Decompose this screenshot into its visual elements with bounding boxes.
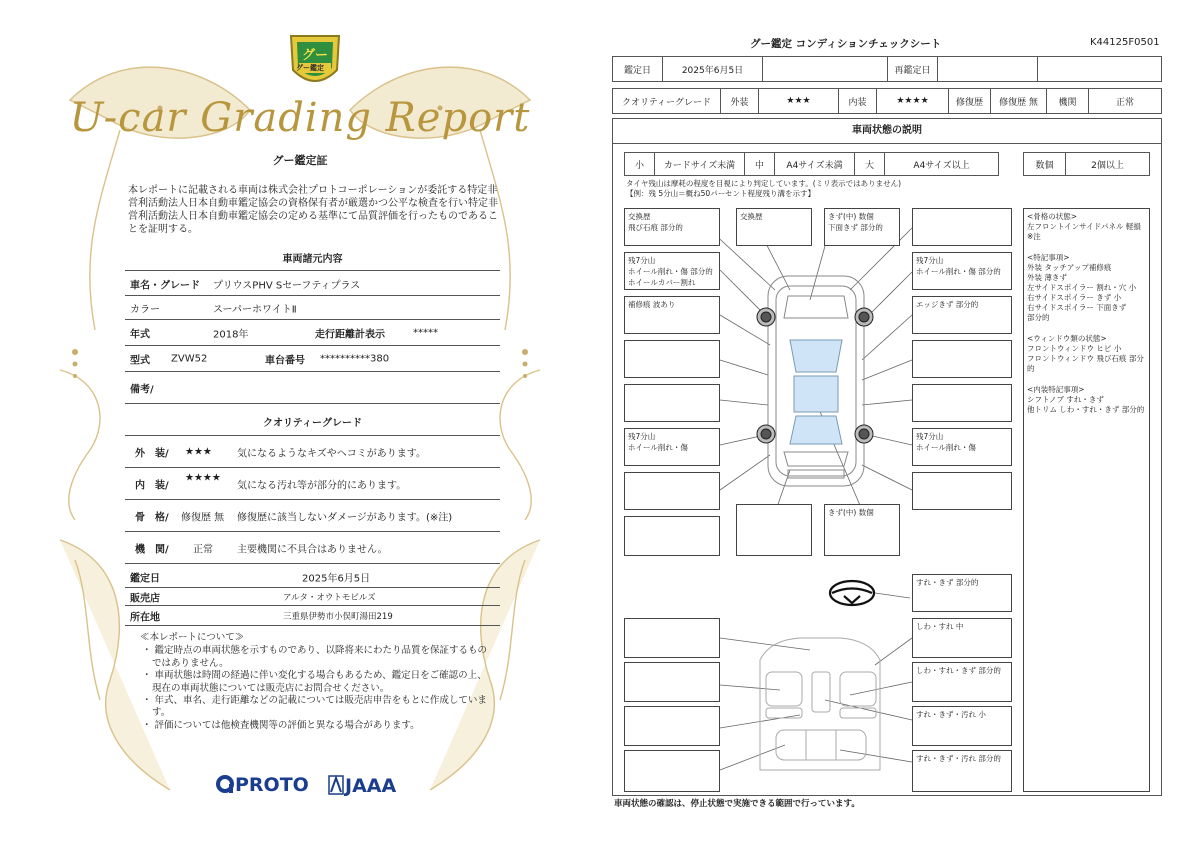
damage-box-front-left: 交換歴 飛び石痕 部分的 bbox=[624, 208, 720, 246]
about-item: ・ 鑑定時点の車両状態を示すものであり、以降将来にわたり品質を保証するものではありません。 bbox=[142, 645, 488, 669]
count-desc: 2個以上 bbox=[1066, 153, 1150, 176]
steering-wheel-icon bbox=[830, 581, 874, 605]
size-mid-desc: A4サイズ未満 bbox=[775, 153, 855, 176]
engine-label: 機 関/ bbox=[135, 544, 169, 555]
model-row bbox=[125, 346, 500, 372]
remarks-row bbox=[125, 372, 500, 404]
comment-heading: <内装特記事項> bbox=[1027, 385, 1085, 394]
comments-panel bbox=[1023, 208, 1150, 792]
sheet-code: K44125F0501 bbox=[1090, 37, 1160, 48]
damage-box-left-door-front bbox=[624, 340, 720, 378]
date-label: 鑑定日 bbox=[130, 573, 160, 584]
mileage-label: 走行距離計表示 bbox=[315, 329, 385, 340]
goo-badge-icon bbox=[287, 30, 343, 94]
year-value: 2018年 bbox=[213, 329, 249, 340]
certificate-intro: 本レポートに記載される車両は株式会社プロトコーポレーションが委託する特定非営利活動法人日本自動車鑑定協会の資格保有者が厳選かつ公平な検査を行い特定非営利活動法人日本自動車鑑定協会の定める基準にて品質評価を行ったものであることを証明する。 bbox=[128, 185, 498, 235]
about-item: ・ 車両状態は時間の経過に伴い変化する場合もあるため、鑑定日をご確認の上、現在の車両状態については販売店にお問合せください。 bbox=[142, 670, 487, 694]
dealer-value: アルタ・オウトモビルズ bbox=[283, 592, 376, 603]
damage-box-rear-bumper: きず(中) 数個 bbox=[824, 504, 900, 556]
interior-box-front-seat-left bbox=[624, 662, 720, 702]
comment-line: 右サイドスポイラー 下面きず bbox=[1027, 303, 1127, 312]
damage-box-right-door-rear bbox=[912, 384, 1012, 422]
exterior-label: 外 装/ bbox=[135, 448, 169, 459]
color-row bbox=[125, 296, 500, 320]
damage-box-left-fender: 補修痕 波あり bbox=[624, 296, 720, 334]
comment-line: シフトノブ すれ・きず bbox=[1027, 395, 1104, 404]
model-label: 型式 bbox=[130, 355, 150, 366]
interior-box-dash-left bbox=[624, 618, 720, 658]
address-value: 三重県伊勢市小俣町湯田219 bbox=[283, 611, 393, 622]
repair-value: 修復歴 無 bbox=[991, 89, 1047, 114]
sheet-date-label: 鑑定日 bbox=[613, 57, 663, 82]
comment-heading: <ウィンドウ類の状態> bbox=[1027, 334, 1107, 343]
comment-group-frame bbox=[1027, 212, 1146, 242]
comment-heading: <特記事項> bbox=[1027, 253, 1070, 262]
comment-line: 外装 薄きず bbox=[1027, 273, 1067, 282]
badge-label: グー鑑定 bbox=[296, 64, 324, 72]
comment-group-windows bbox=[1027, 334, 1146, 374]
grade-heading: クオリティーグレード bbox=[263, 418, 362, 429]
interior-stars: ★★★★ bbox=[185, 472, 221, 484]
sheet-footnote: 車両状態の確認は、停止状態で実施できる範囲で行っています。 bbox=[614, 799, 860, 809]
chassis-value: **********380 bbox=[320, 353, 390, 364]
chassis-label: 車台番号 bbox=[265, 355, 305, 366]
dealer-label: 販売店 bbox=[130, 593, 160, 604]
damage-box-front: 交換歴 bbox=[736, 208, 812, 246]
name-row bbox=[125, 272, 500, 296]
report-title: U-car Grading Report bbox=[69, 95, 531, 141]
sheet-title: グー鑑定 コンディションチェックシート bbox=[750, 38, 942, 50]
state-heading: 車両状態の説明 bbox=[612, 118, 1162, 144]
jaaa-logo-text: JAAA bbox=[345, 775, 397, 797]
interior-desc: 気になる汚れ等が部分的にあります。 bbox=[237, 480, 407, 491]
damage-box-rear-left-corner bbox=[624, 516, 720, 556]
tire-note-line: タイヤ残山は摩耗の程度を目視により判定しています。(ミリ表示ではありません) bbox=[626, 179, 902, 188]
comment-line: 左サイドスポイラー 割れ・穴 小 bbox=[1027, 283, 1137, 292]
damage-box-right-fender: エッジきず 部分的 bbox=[912, 296, 1012, 334]
jaaa-logo bbox=[327, 774, 396, 797]
color-value: スーパーホワイトⅡ bbox=[213, 304, 297, 315]
interior-box-dash-right: しわ・すれ 中 bbox=[912, 618, 1012, 658]
grade-top-rule bbox=[125, 428, 500, 436]
comment-line: 左フロントインサイドパネル 軽損 bbox=[1027, 222, 1141, 231]
damage-box-front-bumper: きず(中) 数個 下面きず 部分的 bbox=[824, 208, 900, 246]
exterior-stars: ★★★ bbox=[185, 446, 212, 457]
comment-line: フロントウィンドウ ヒビ 小 bbox=[1027, 344, 1122, 353]
count-label: 数個 bbox=[1024, 153, 1066, 176]
about-report bbox=[140, 632, 495, 732]
proto-logo bbox=[215, 774, 309, 796]
reinspect-label: 再鑑定日 bbox=[888, 57, 938, 82]
interior-row bbox=[125, 468, 500, 500]
frame-label: 骨 格/ bbox=[135, 512, 169, 523]
frame-row bbox=[125, 500, 500, 532]
sheet-engine-value: 正常 bbox=[1089, 89, 1162, 114]
interior-label: 内 装/ bbox=[135, 480, 169, 491]
size-small-desc: カードサイズ未満 bbox=[655, 153, 745, 176]
interior-box-console: すれ・きず・汚れ 小 bbox=[912, 706, 1012, 746]
interior-box-rear-left bbox=[624, 706, 720, 746]
damage-box-rear bbox=[736, 504, 812, 556]
size-large: 大 bbox=[855, 153, 885, 176]
certificate-subtitle: グー鑑定証 bbox=[272, 154, 328, 167]
date-row bbox=[125, 566, 500, 588]
about-item: ・ 年式、車名、走行距離などの記載については販売店申告をもとに作成しています。 bbox=[142, 695, 487, 719]
int-label: 内装 bbox=[839, 89, 877, 114]
exterior-desc: 気になるようなキズやヘコミがあります。 bbox=[237, 448, 426, 459]
comment-line: ※注 bbox=[1027, 232, 1041, 241]
svg-text:グー: グー bbox=[301, 48, 329, 63]
date-value: 2025年6月5日 bbox=[302, 573, 371, 584]
size-small: 小 bbox=[625, 153, 655, 176]
proto-logo-text: PROTO bbox=[235, 774, 309, 796]
year-label: 年式 bbox=[130, 329, 150, 340]
sheet-date-value: 2025年6月5日 bbox=[663, 57, 763, 82]
tire-note-line: 【例：残 5分山＝概ね50パーセント程度残り溝を示す】 bbox=[626, 189, 816, 198]
interior-box-rear-seat-left bbox=[624, 750, 720, 792]
frame-desc: 修復歴に該当しないダメージがあります。(※注) bbox=[237, 512, 453, 523]
size-mid: 中 bbox=[745, 153, 775, 176]
damage-box-right-rear bbox=[912, 472, 1012, 510]
condition-check-sheet bbox=[600, 0, 1200, 848]
ext-label: 外装 bbox=[721, 89, 759, 114]
engine-value: 正常 bbox=[193, 544, 213, 555]
sheet-grade-label: クオリティーグレード bbox=[613, 89, 721, 114]
engine-desc: 主要機関に不具合はありません。 bbox=[237, 544, 388, 555]
size-large-desc: A4サイズ以上 bbox=[885, 153, 999, 176]
frame-value: 修復歴 無 bbox=[181, 512, 225, 523]
tire-box-rear-right: 残7分山 ホイール削れ・傷 bbox=[912, 428, 1012, 466]
address-row bbox=[125, 606, 500, 626]
address-label: 所在地 bbox=[130, 612, 160, 623]
damage-box-left-door-rear bbox=[624, 384, 720, 422]
year-row bbox=[125, 320, 500, 346]
dealer-row bbox=[125, 588, 500, 606]
mileage-value: ***** bbox=[413, 327, 438, 338]
ext-stars: ★★★ bbox=[759, 89, 839, 114]
logos bbox=[215, 770, 415, 802]
damage-box-left-rear bbox=[624, 472, 720, 510]
comment-line: 右サイドスポイラー きず 小 bbox=[1027, 293, 1122, 302]
tire-box-rear-left: 残7分山 ホイール削れ・傷 bbox=[624, 428, 720, 466]
exterior-row bbox=[125, 436, 500, 468]
int-stars: ★★★★ bbox=[877, 89, 949, 114]
jaaa-mark-icon bbox=[327, 774, 345, 796]
tire-box-front-right: 残7分山 ホイール削れ・傷 部分的 bbox=[912, 252, 1012, 290]
name-value: プリウスPHV Sセーフティプラス bbox=[213, 280, 361, 291]
comment-group-interior bbox=[1027, 385, 1146, 415]
damage-box-front-right bbox=[912, 208, 1012, 246]
spec-heading: 車両諸元内容 bbox=[282, 254, 343, 265]
interior-box-steering: すれ・きず 部分的 bbox=[912, 574, 1012, 612]
sheet-engine-label: 機関 bbox=[1047, 89, 1089, 114]
spec-top-rule bbox=[125, 263, 500, 271]
repair-label: 修復歴 bbox=[949, 89, 991, 114]
engine-row bbox=[125, 532, 500, 564]
comment-line: 外装 タッチアップ補修痕 bbox=[1027, 263, 1112, 272]
name-label: 車名・グレード bbox=[130, 280, 200, 291]
model-value: ZVW52 bbox=[171, 353, 208, 364]
about-heading: ≪本レポートについて≫ bbox=[140, 632, 245, 643]
comment-line: 他トリム しわ・すれ・きず 部分的 bbox=[1027, 405, 1145, 414]
comment-line: フロントウィンドウ 飛び石痕 部分的 bbox=[1027, 354, 1144, 373]
proto-mark-icon bbox=[215, 774, 235, 794]
color-label: カラー bbox=[130, 304, 160, 315]
interior-box-front-seat-right: しわ・すれ・きず 部分的 bbox=[912, 662, 1012, 702]
tire-box-front-left: 残7分山 ホイール削れ・傷 部分的 ホイールカバー割れ bbox=[624, 252, 720, 290]
comment-heading: <骨格の状態> bbox=[1027, 212, 1078, 221]
comment-line: 部分的 bbox=[1027, 313, 1050, 322]
interior-box-rear-seat-right: すれ・きず・汚れ 部分的 bbox=[912, 750, 1012, 792]
damage-box-right-door-front bbox=[912, 340, 1012, 378]
comment-group-notes bbox=[1027, 253, 1146, 323]
about-item: ・ 評価については他検査機関等の評価と異なる場合があります。 bbox=[142, 719, 420, 731]
remarks-label: 備考/ bbox=[130, 384, 154, 395]
